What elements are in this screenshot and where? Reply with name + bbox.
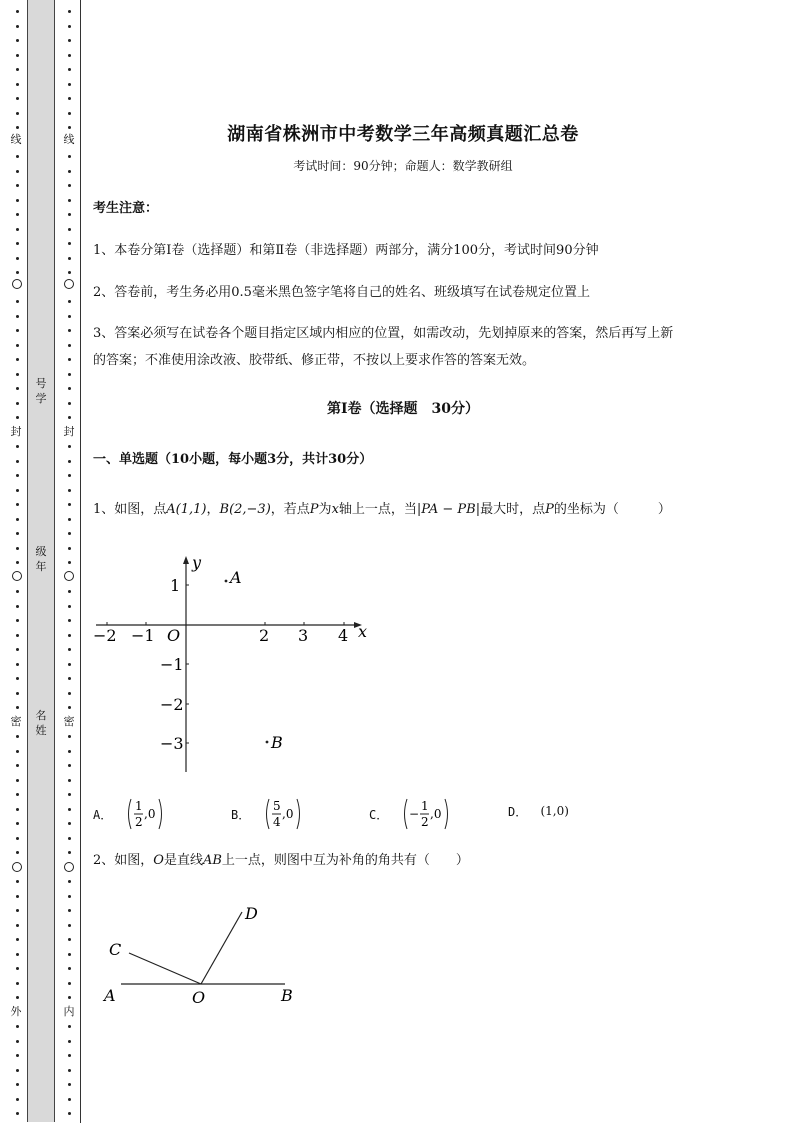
choice-c-fraction <box>401 796 453 832</box>
notice-item-1: 1、本卷分第I卷（选择题）和第Ⅱ卷（非选择题）两部分，满分100分，考试时间90分钟 <box>93 243 599 258</box>
field-student-number: 号学 <box>35 377 47 405</box>
inner-circle-3 <box>64 862 74 872</box>
cut-line-dot <box>68 83 71 86</box>
binding-strip <box>0 0 82 1123</box>
q1-choice-d <box>508 803 569 820</box>
cut-line-dot <box>68 300 71 303</box>
q2-text-a: 2、如图， <box>93 853 154 868</box>
cut-line-dot <box>16 1069 19 1072</box>
q1-choice-a <box>93 796 167 832</box>
cut-line-dot <box>68 416 71 419</box>
field-name: 名姓 <box>35 709 47 737</box>
choice-b-label: B． <box>231 807 251 822</box>
q1-point-p-2: P <box>545 502 554 517</box>
cut-line-dot <box>68 460 71 463</box>
cut-line-dot <box>16 518 19 521</box>
cut-line-dot <box>68 199 71 202</box>
cut-line-dot <box>68 68 71 71</box>
cut-line-dot <box>16 634 19 637</box>
choice-c-denominator: 2 <box>421 815 430 829</box>
choice-b-denominator: 4 <box>273 815 282 829</box>
cut-line-dot <box>16 590 19 593</box>
outer-circle-3 <box>12 862 22 872</box>
cut-line-dot <box>68 242 71 245</box>
cut-line-dot <box>16 938 19 941</box>
exam-info: 考试时间：90分钟；命题人：数学教研组 <box>293 159 513 173</box>
cut-line-dot <box>68 822 71 825</box>
q2-point-o: O <box>153 853 164 868</box>
cut-line-dot <box>68 808 71 811</box>
ray-od <box>201 912 242 984</box>
cut-line-dot <box>68 880 71 883</box>
cut-line-dot <box>16 39 19 42</box>
inner-circle-2 <box>64 571 74 581</box>
y-axis-arrow <box>183 556 189 564</box>
cut-line-dot <box>16 402 19 405</box>
q2-angle-figure <box>95 895 315 1015</box>
cut-line-dot <box>68 1112 71 1115</box>
cut-line-dot <box>16 764 19 767</box>
cut-line-dot <box>68 1054 71 1057</box>
q1-abs-expression: |PA − PB| <box>416 502 481 517</box>
outer-circle-2 <box>12 571 22 581</box>
y-tick-label-neg2: −2 <box>160 695 184 714</box>
cut-line-dot <box>16 953 19 956</box>
cut-line-dot <box>68 750 71 753</box>
cut-line-dot <box>16 170 19 173</box>
cut-line-dot <box>68 155 71 158</box>
cut-line-dot <box>68 10 71 13</box>
cut-line-dot <box>68 1040 71 1043</box>
cut-line-dot <box>16 793 19 796</box>
cut-line-dot <box>16 300 19 303</box>
q1-x-axis-var: x <box>331 502 339 517</box>
cut-line-dot <box>16 735 19 738</box>
cut-line-dot <box>68 779 71 782</box>
cut-line-dot <box>16 112 19 115</box>
cut-line-dot <box>16 54 19 57</box>
cut-line-dot <box>16 909 19 912</box>
cut-line-dot <box>16 373 19 376</box>
cut-line-dot <box>16 10 19 13</box>
cut-line-dot <box>16 503 19 506</box>
choice-a-denominator: 2 <box>135 815 144 829</box>
choice-d-label: D． <box>508 805 528 819</box>
fig-label-b: B <box>281 986 293 1005</box>
y-tick-label-1: 1 <box>170 576 181 595</box>
choice-a-numerator: 1 <box>135 799 144 813</box>
x-tick-label-2: 2 <box>259 626 270 645</box>
q1-point-a: A(1,1) <box>166 502 207 517</box>
cut-line-dot <box>16 1112 19 1115</box>
inner-mark-nei: 内 <box>63 1005 75 1018</box>
cut-line-dot <box>16 677 19 680</box>
inner-mark-xian: 线 <box>63 133 75 146</box>
cut-line-dot <box>16 416 19 419</box>
cut-line-dot <box>16 358 19 361</box>
cut-line-dot <box>16 155 19 158</box>
cut-line-dot <box>68 938 71 941</box>
q1-text-e: 轴上一点，当 <box>338 502 417 517</box>
x-tick-label-4: 4 <box>338 626 349 645</box>
cut-line-dot <box>68 953 71 956</box>
q2-line-ab: AB <box>202 853 222 868</box>
cut-line-dot <box>68 590 71 593</box>
cut-line-dot <box>68 895 71 898</box>
cut-line-dot <box>16 257 19 260</box>
cut-line-dot <box>16 996 19 999</box>
cut-line-dot <box>16 474 19 477</box>
cut-line-dot <box>16 329 19 332</box>
cut-line-dot <box>16 822 19 825</box>
cut-line-dot <box>68 126 71 129</box>
cut-line-dot <box>68 677 71 680</box>
cut-line-dot <box>68 851 71 854</box>
cut-line-dot <box>68 648 71 651</box>
cut-line-dot <box>16 228 19 231</box>
cut-line-dot <box>68 1025 71 1028</box>
inner-circle-1 <box>64 279 74 289</box>
cut-line-dot <box>16 924 19 927</box>
outer-mark-feng: 封 <box>10 425 22 438</box>
choice-c-sign: − <box>409 807 420 821</box>
outer-mark-mi: 密 <box>10 715 22 728</box>
inner-mark-mi: 密 <box>63 715 75 728</box>
cut-line-dot <box>16 895 19 898</box>
cut-line-dot <box>16 387 19 390</box>
cut-line-dot <box>68 474 71 477</box>
point-a-label: A <box>230 568 242 587</box>
cut-line-dot <box>68 547 71 550</box>
origin-label: O <box>167 626 181 645</box>
x-axis-label: x <box>358 622 368 641</box>
cut-line-dot <box>16 271 19 274</box>
q2-text-c: 上一点，则图中互为补角的角共有（ ） <box>221 853 469 868</box>
cut-line-dot <box>16 68 19 71</box>
cut-line-dot <box>68 213 71 216</box>
q1-text-b: ， <box>206 502 220 517</box>
cut-line-dot <box>16 648 19 651</box>
cut-line-dot <box>16 561 19 564</box>
outer-mark-xian: 线 <box>10 133 22 146</box>
cut-line-dot <box>16 1098 19 1101</box>
cut-line-dot <box>16 344 19 347</box>
choice-a-label: A． <box>93 807 113 822</box>
cut-line-dot <box>16 779 19 782</box>
cut-line-dot <box>16 967 19 970</box>
q1-text-d: 为 <box>318 502 332 517</box>
cut-line-dot <box>16 242 19 245</box>
cut-line-dot <box>16 97 19 100</box>
cut-line-dot <box>68 1098 71 1101</box>
cut-line-dot <box>68 184 71 187</box>
point-b-marker <box>266 741 269 744</box>
cut-line-dot <box>16 460 19 463</box>
cut-line-dot <box>16 750 19 753</box>
cut-line-dot <box>68 663 71 666</box>
choice-b-numerator: 5 <box>273 799 282 813</box>
notice-item-3: 3、答案必须写在试卷各个题目指定区域内相应的位置，如需改动，先划掉原来的答案，然后再写上新 <box>93 326 674 341</box>
outer-mark-wai: 外 <box>10 1005 22 1018</box>
cut-line-dot <box>68 228 71 231</box>
cut-line-dot <box>16 213 19 216</box>
cut-line-dot <box>68 837 71 840</box>
part-heading: 一、单选题（10小题，每小题3分，共计30分） <box>93 452 373 467</box>
cut-line-dot <box>16 532 19 535</box>
fig-label-c: C <box>109 940 122 959</box>
cut-line-dot <box>68 967 71 970</box>
cut-line-dot <box>16 445 19 448</box>
cut-line-dot <box>68 996 71 999</box>
cut-line-dot <box>68 793 71 796</box>
cut-line-dot <box>68 605 71 608</box>
cut-line-dot <box>68 387 71 390</box>
cut-line-dot <box>16 199 19 202</box>
cut-line-dot <box>68 170 71 173</box>
q1-text-g: 的坐标为（ ） <box>553 502 671 517</box>
choice-b-tail: ,0 <box>282 807 294 821</box>
cut-line-dot <box>68 561 71 564</box>
q1-point-p: P <box>309 502 319 517</box>
cut-line-dot <box>68 315 71 318</box>
y-tick-label-neg1: −1 <box>160 655 184 674</box>
cut-line-dot <box>68 489 71 492</box>
choice-a-tail: ,0 <box>144 807 156 821</box>
cut-line-dot <box>16 83 19 86</box>
cut-line-dot <box>16 837 19 840</box>
x-tick-label-neg2: −2 <box>93 626 117 645</box>
cut-line-dot <box>68 329 71 332</box>
cut-line-dot <box>68 358 71 361</box>
y-axis-label: y <box>192 553 202 572</box>
choice-a-fraction <box>125 796 167 832</box>
cut-line-dot <box>16 126 19 129</box>
q1-choice-b <box>231 796 305 832</box>
cut-line-dot <box>16 880 19 883</box>
cut-line-dot <box>68 692 71 695</box>
point-a-marker <box>225 580 228 583</box>
cut-line-dot <box>68 271 71 274</box>
cut-line-dot <box>68 373 71 376</box>
page-title: 湖南省株洲市中考数学三年高频真题汇总卷 <box>227 124 579 145</box>
notice-heading: 考生注意： <box>93 201 159 216</box>
cut-line-dot <box>68 257 71 260</box>
cut-line-dot <box>68 532 71 535</box>
cut-line-dot <box>68 518 71 521</box>
inner-mark-feng: 封 <box>63 425 75 438</box>
question-1 <box>93 496 753 523</box>
fig-label-o: O <box>192 988 206 1007</box>
cut-line-dot <box>16 851 19 854</box>
x-tick-label-3: 3 <box>298 626 309 645</box>
choice-c-label: C． <box>369 807 389 822</box>
cut-line-dot <box>16 663 19 666</box>
notice-item-3-cont: 的答案；不准使用涂改液、胶带纸、修正带，不按以上要求作答的答案无效。 <box>93 353 536 368</box>
q1-coordinate-graph <box>88 550 378 780</box>
field-grade: 级年 <box>35 545 47 573</box>
cut-line-dot <box>68 1083 71 1086</box>
cut-line-dot <box>16 489 19 492</box>
fig-label-d: D <box>245 904 258 923</box>
choice-b-fraction <box>263 796 305 832</box>
cut-line-dot <box>68 909 71 912</box>
q1-text-c: ，若点 <box>270 502 310 517</box>
choice-c-numerator: 1 <box>421 799 430 813</box>
cut-line-dot <box>16 1025 19 1028</box>
section-title: 第I卷（选择题 30分） <box>326 401 480 417</box>
notice-item-2: 2、答卷前，考生务必用0.5毫米黑色签字笔将自己的姓名、班级填写在试卷规定位置上 <box>93 285 590 300</box>
cut-line-dot <box>68 54 71 57</box>
cut-line-dot <box>16 706 19 709</box>
q1-point-b: B(2,−3) <box>219 502 271 517</box>
cut-line-dot <box>68 503 71 506</box>
cut-line-dot <box>16 1054 19 1057</box>
cut-line-dot <box>16 982 19 985</box>
cut-line-dot <box>68 97 71 100</box>
cut-line-dot <box>68 706 71 709</box>
choice-c-tail: ,0 <box>430 807 442 821</box>
cut-line-dot <box>68 25 71 28</box>
fig-label-a: A <box>104 986 116 1005</box>
cut-line-dot <box>68 764 71 767</box>
cut-line-dot <box>16 619 19 622</box>
q2-text-b: 是直线 <box>163 853 203 868</box>
q1-choice-c <box>369 796 453 832</box>
cut-line-dot <box>68 982 71 985</box>
cut-line-dot <box>16 1040 19 1043</box>
q1-text-a: 1、如图，点 <box>93 502 167 517</box>
cut-line-dot <box>16 184 19 187</box>
cut-line-dot <box>68 445 71 448</box>
cut-line-dot <box>68 344 71 347</box>
cut-line-dot <box>16 1083 19 1086</box>
point-b-label: B <box>271 733 283 752</box>
q1-text-f: 最大时，点 <box>480 502 546 517</box>
cut-line-dot <box>68 634 71 637</box>
cut-line-dot <box>16 315 19 318</box>
y-tick-label-neg3: −3 <box>160 734 184 753</box>
binding-border-line <box>80 0 81 1123</box>
ray-oc <box>129 953 201 984</box>
cut-line-dot <box>68 402 71 405</box>
cut-line-dot <box>16 605 19 608</box>
outer-circle-1 <box>12 279 22 289</box>
cut-line-dot <box>68 735 71 738</box>
cut-line-dot <box>16 547 19 550</box>
cut-line-dot <box>16 25 19 28</box>
cut-line-dot <box>16 808 19 811</box>
cut-line-dot <box>68 112 71 115</box>
cut-line-dot <box>68 924 71 927</box>
cut-line-dot <box>68 1069 71 1072</box>
choice-d-value: (1,0) <box>540 804 569 818</box>
cut-line-dot <box>16 692 19 695</box>
x-tick-label-neg1: −1 <box>131 626 155 645</box>
question-2 <box>93 847 753 874</box>
cut-line-dot <box>68 619 71 622</box>
cut-line-dot <box>68 39 71 42</box>
